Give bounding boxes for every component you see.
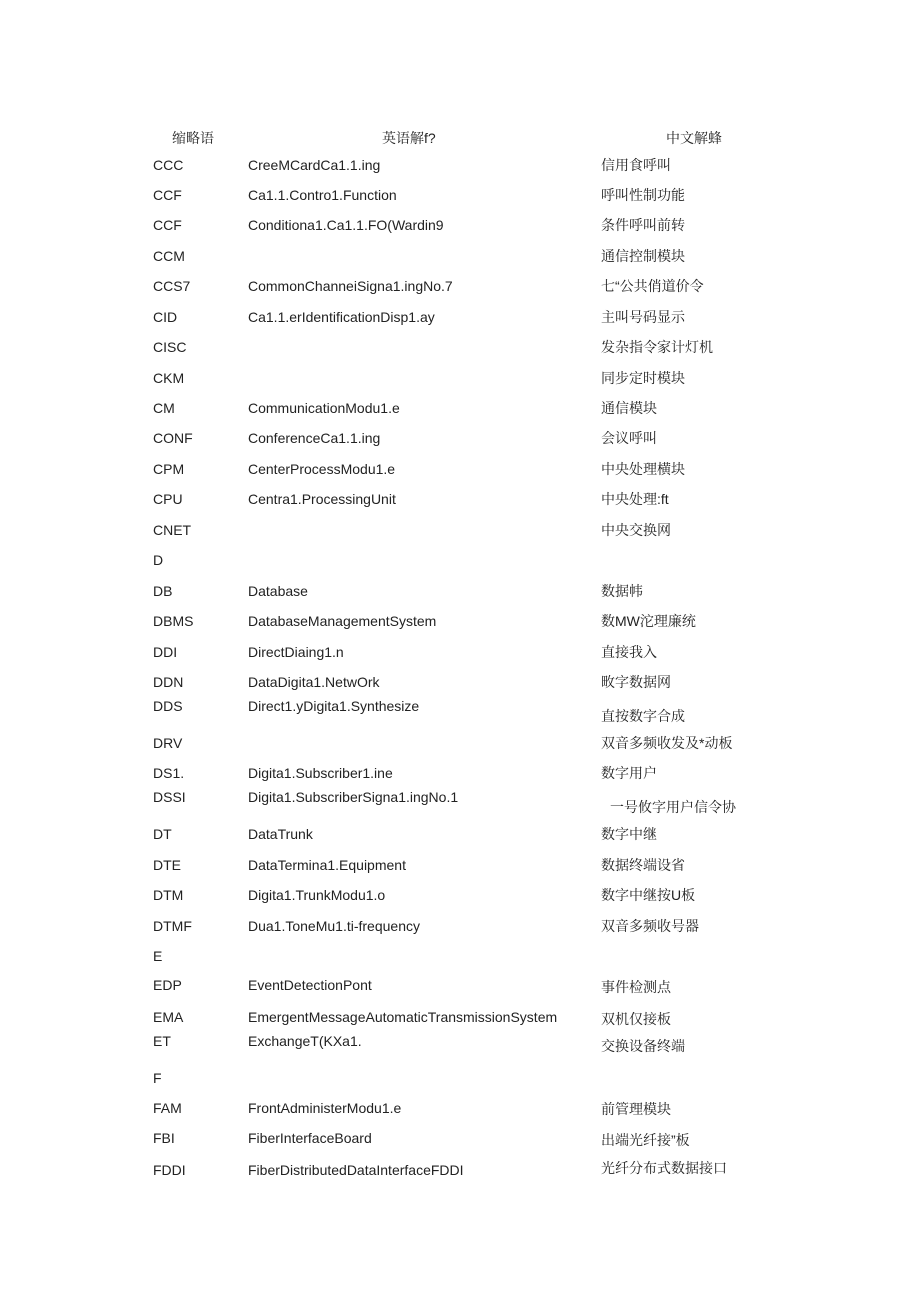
row-english: Digita1.TrunkModu1.o — [248, 887, 386, 903]
table-row — [0, 308, 920, 328]
row-chinese: 畋字数据网 — [601, 674, 671, 690]
row-chinese: 中央交换网 — [601, 522, 671, 538]
row-english: CreeMCardCa1.1.ing — [248, 157, 381, 173]
row-abbreviation: CID — [153, 309, 178, 325]
row-abbreviation: DTMF — [153, 918, 192, 934]
row-chinese: 中央处理横块 — [601, 461, 685, 477]
row-abbreviation: DDS — [153, 698, 183, 714]
row-english: CommunicationModu1.e — [248, 400, 400, 416]
row-abbreviation: CCF — [153, 187, 182, 203]
header-abbreviation: 缩略语 — [172, 130, 214, 146]
row-abbreviation: DDN — [153, 674, 184, 690]
table-row — [0, 277, 920, 297]
row-chinese: 数字中继按U板 — [601, 887, 696, 903]
table-row — [0, 1129, 920, 1149]
row-english: Dua1.ToneMu1.ti-frequency — [248, 918, 420, 934]
row-chinese: 事件检测点 — [601, 979, 671, 995]
row-chinese: 会议呼叫 — [601, 430, 657, 446]
row-chinese: 信用食呼叫 — [601, 157, 671, 173]
row-abbreviation: DTE — [153, 857, 181, 873]
row-chinese: 双音多频收发及*动板 — [601, 735, 733, 751]
table-row — [0, 643, 920, 663]
row-abbreviation: FDDI — [153, 1162, 186, 1178]
table-row — [0, 186, 920, 206]
table-row — [0, 825, 920, 845]
table-row — [0, 399, 920, 419]
row-chinese: 双音多频收号器 — [601, 918, 699, 934]
row-abbreviation: CM — [153, 400, 175, 416]
row-english: DataTermina1.Equipment — [248, 857, 406, 873]
table-row — [0, 788, 920, 815]
row-english: EmergentMessageAutomaticTransmissionSystem — [248, 1009, 558, 1025]
section-letter: F — [153, 1070, 162, 1086]
row-chinese: 数据帏 — [601, 583, 643, 599]
row-chinese: 交换设备终端 — [601, 1038, 685, 1054]
row-abbreviation: DDI — [153, 644, 178, 660]
row-english: DataDigita1.NetwOrk — [248, 674, 380, 690]
row-chinese: 数MW沱理廉统 — [601, 613, 696, 629]
row-abbreviation: CCS7 — [153, 278, 191, 294]
section-letter: E — [153, 948, 163, 964]
row-abbreviation: EMA — [153, 1009, 184, 1025]
row-chinese: 直按数字合成 — [601, 708, 685, 724]
table-row — [0, 429, 920, 449]
row-abbreviation: CNET — [153, 522, 192, 538]
row-english: EventDetectionPont — [248, 977, 372, 993]
row-english: CenterProcessModu1.e — [248, 461, 396, 477]
section-letter: D — [153, 552, 164, 568]
table-row — [0, 697, 920, 724]
row-abbreviation: CCF — [153, 217, 182, 233]
table-row — [0, 369, 920, 389]
row-chinese: 主叫号码显示 — [601, 309, 685, 325]
row-abbreviation: DTM — [153, 887, 184, 903]
table-row — [0, 521, 920, 541]
row-english: ExchangeT(KXa1. — [248, 1033, 362, 1049]
row-english: DirectDiaing1.n — [248, 644, 344, 660]
row-abbreviation: CPM — [153, 461, 185, 477]
row-abbreviation: DBMS — [153, 613, 194, 629]
header-english: 英语解f? — [382, 130, 436, 146]
row-abbreviation: CONF — [153, 430, 193, 446]
row-abbreviation: CCC — [153, 157, 184, 173]
row-english: Direct1.yDigita1.Synthesize — [248, 698, 420, 714]
table-row — [0, 247, 920, 267]
table-row — [0, 216, 920, 236]
table-row — [0, 1161, 920, 1181]
row-english: Ca1.1.erIdentificationDisp1.ay — [248, 309, 435, 325]
table-row — [0, 338, 920, 358]
row-chinese: 条件呼叫前转 — [601, 217, 685, 233]
table-row — [0, 156, 920, 176]
row-abbreviation: DSSI — [153, 789, 186, 805]
row-chinese: 发杂指令家计灯机 — [601, 339, 713, 355]
table-row — [0, 460, 920, 480]
table-row — [0, 734, 920, 754]
table-row — [0, 582, 920, 602]
table-row — [0, 1008, 920, 1028]
table-row — [0, 673, 920, 693]
row-english: Digita1.Subscriber1.ine — [248, 765, 393, 781]
row-english: Conditiona1.Ca1.1.FO(Wardin9 — [248, 217, 444, 233]
row-english: Digita1.SubscriberSigna1.ingNo.1 — [248, 789, 459, 805]
row-abbreviation: FBI — [153, 1130, 175, 1146]
table-row — [0, 1099, 920, 1119]
row-chinese: 数字用户 — [601, 765, 657, 781]
row-abbreviation: DRV — [153, 735, 183, 751]
row-english: ConferenceCa1.1.ing — [248, 430, 381, 446]
row-english: Ca1.1.Contro1.Function — [248, 187, 397, 203]
table-row — [0, 976, 920, 996]
table-row — [0, 1032, 920, 1052]
row-chinese: 通信控制模块 — [601, 248, 685, 264]
header-chinese: 中文解蜂 — [666, 130, 722, 146]
row-chinese: 同步定时模块 — [601, 370, 685, 386]
row-chinese: 直接我入 — [601, 644, 657, 660]
row-chinese: 出端光纤接”板 — [601, 1132, 690, 1148]
row-chinese: 七“公共俏道价令 — [601, 278, 704, 294]
row-chinese: 通信模块 — [601, 400, 657, 416]
row-english: FrontAdministerModu1.e — [248, 1100, 402, 1116]
row-chinese: 前管理模块 — [601, 1101, 671, 1117]
row-english: FiberInterfaceBoard — [248, 1130, 372, 1146]
row-abbreviation: DT — [153, 826, 172, 842]
table-row — [0, 490, 920, 510]
row-abbreviation: CCM — [153, 248, 185, 264]
table-row — [0, 612, 920, 632]
row-chinese: 双机仅接板 — [601, 1011, 671, 1027]
row-chinese: 数据终端设省 — [601, 857, 685, 873]
row-english: DatabaseManagementSystem — [248, 613, 437, 629]
row-abbreviation: ET — [153, 1033, 171, 1049]
row-abbreviation: DS1. — [153, 765, 185, 781]
section-letter-row — [0, 1069, 920, 1089]
row-english: FiberDistributedDataInterfaceFDDI — [248, 1162, 464, 1178]
row-english: Centra1.ProcessingUnit — [248, 491, 396, 507]
row-chinese: 光纤分布式数据接口 — [601, 1160, 727, 1176]
row-abbreviation: EDP — [153, 977, 182, 993]
row-abbreviation: CKM — [153, 370, 185, 386]
row-english: DataTrunk — [248, 826, 313, 842]
row-abbreviation: FAM — [153, 1100, 182, 1116]
row-chinese: 中央处理:ft — [601, 491, 669, 507]
row-abbreviation: DB — [153, 583, 173, 599]
section-letter-row — [0, 551, 920, 571]
row-chinese: 数字中继 — [601, 826, 657, 842]
table-row — [0, 917, 920, 937]
row-chinese: 一号攸字用户信令协 — [610, 799, 736, 815]
row-abbreviation: CPU — [153, 491, 183, 507]
row-abbreviation: CISC — [153, 339, 187, 355]
row-english: CommonChanneiSigna1.ingNo.7 — [248, 278, 453, 294]
section-letter-row — [0, 947, 920, 967]
row-english: Database — [248, 583, 308, 599]
row-chinese: 呼叫性制功能 — [601, 187, 685, 203]
table-row — [0, 856, 920, 876]
table-row — [0, 764, 920, 784]
table-row — [0, 886, 920, 906]
